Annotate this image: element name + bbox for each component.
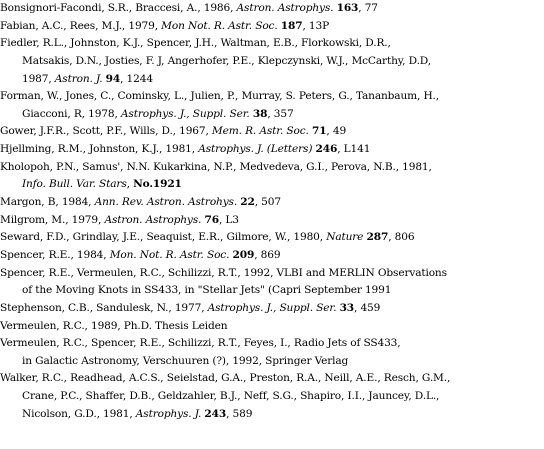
citation-text: in Galactic Astronomy, Verschuuren (?), 1992, Springer Verlag — [22, 354, 349, 367]
reference-continuation-line — [0, 176, 544, 194]
volume-number: 209 — [232, 248, 255, 261]
reference-first-line — [0, 159, 544, 177]
reference-first-line — [0, 318, 544, 336]
volume-number: 287 — [366, 231, 389, 244]
journal-name: Astron. J. — [54, 72, 103, 85]
citation-text: Vermeulen, R.C., Spencer, R.E., Schilizzi, R.T., Feyes, I., Radio Jets of SS433, — [0, 337, 401, 350]
citation-text: Vermeulen, R.C., 1989, Ph.D. Thesis Leiden — [0, 319, 228, 332]
journal-name: Mon Not. R. Astr. Soc. — [161, 19, 278, 32]
reference-entry — [0, 141, 544, 159]
reference-entry — [0, 123, 544, 141]
reference-first-line — [0, 265, 544, 283]
reference-entry — [0, 265, 544, 300]
citation-text: , 49 — [326, 125, 347, 138]
volume-number: 33 — [339, 301, 355, 314]
citation-text: , 589 — [226, 407, 253, 420]
volume-number: 71 — [311, 125, 327, 138]
volume-number: 187 — [280, 19, 303, 32]
citation-text: , 869 — [254, 248, 281, 261]
citation-text: of the Moving Knots in SS433, in "Stellar Jets" (Capri September 1991 — [22, 284, 392, 297]
citation-text: , 806 — [388, 231, 415, 244]
reference-first-line — [0, 370, 544, 388]
citation-text: , — [126, 178, 134, 191]
reference-first-line — [0, 88, 544, 106]
citation-text: Nicolson, G.D., 1981, — [22, 407, 136, 420]
volume-number: 38 — [252, 107, 268, 120]
reference-first-line — [0, 141, 544, 159]
citation-text: Margon, B, 1984, — [0, 196, 95, 209]
reference-continuation-line — [0, 106, 544, 124]
volume-number: 246 — [315, 143, 338, 156]
reference-entry — [0, 212, 544, 230]
journal-name: Astrophys. J. (Letters) — [198, 143, 313, 156]
reference-first-line — [0, 300, 544, 318]
journal-name: Astrophys. J., Suppl. Ser. — [207, 301, 337, 314]
reference-first-line — [0, 18, 544, 36]
citation-text: , L141 — [337, 143, 371, 156]
citation-text: Seward, F.D., Grindlay, J.E., Seaquist, E.R., Gilmore, W., 1980, — [0, 231, 327, 244]
reference-first-line — [0, 335, 544, 353]
citation-text: Matsakis, D.N., Josties, F. J, Angerhofer, P.E., Klepczynski, W.J., McCarthy, D.D, — [22, 54, 431, 67]
reference-entry — [0, 318, 544, 336]
reference-continuation-line — [0, 71, 544, 89]
reference-entry — [0, 35, 544, 88]
reference-entry — [0, 0, 544, 18]
reference-entry — [0, 300, 544, 318]
citation-text: Milgrom, M., 1979, — [0, 213, 105, 226]
citation-text: , 77 — [358, 2, 378, 14]
citation-text: Spencer, R.E., Vermeulen, R.C., Schilizzi, R.T., 1992, VLBI and MERLIN Observations — [0, 266, 447, 279]
volume-number: 163 — [336, 2, 359, 14]
reference-entry — [0, 194, 544, 212]
citation-text: , 357 — [267, 107, 294, 120]
citation-text: , 1244 — [120, 72, 153, 85]
citation-text: , 459 — [354, 301, 381, 314]
citation-text: Giacconi, R, 1978, — [22, 107, 121, 120]
reference-continuation-line — [0, 282, 544, 300]
citation-text: Crane, P.C., Shaffer, D.B., Geldzahler, B.J., Neff, S.G., Shapiro, I.I., Jauncey, D.L., — [22, 390, 440, 403]
citation-text: Fabian, A.C., Rees, M.J., 1979, — [0, 19, 162, 32]
reference-entry — [0, 335, 544, 370]
volume-number: 243 — [204, 407, 227, 420]
journal-name: Nature — [326, 231, 364, 244]
reference-first-line — [0, 212, 544, 230]
citation-text: Gower, J.F.R., Scott, P.F., Wills, D., 1967, — [0, 125, 212, 138]
reference-entry — [0, 159, 544, 194]
journal-name: Astrophys. J. — [135, 407, 202, 420]
journal-name: Astron. Astrophys. — [104, 213, 202, 226]
journal-name: Mem. R. Astr. Soc. — [211, 125, 309, 138]
citation-text: , 507 — [254, 196, 281, 209]
reference-continuation-line — [0, 53, 544, 71]
citation-text: Fiedler, R.L., Johnston, K.J., Spencer, J.H., Waltman, E.B., Florkowski, D.R., — [0, 37, 391, 50]
citation-text: , 13P — [302, 19, 330, 32]
reference-first-line — [0, 194, 544, 212]
citation-text: Spencer, R.E., 1984, — [0, 248, 110, 261]
reference-first-line — [0, 0, 544, 18]
reference-continuation-line — [0, 388, 544, 406]
volume-number: No.1921 — [133, 178, 182, 191]
reference-first-line — [0, 229, 544, 247]
citation-text: Bonsignori-Facondi, S.R., Braccesi, A., 1986, — [0, 2, 237, 14]
journal-name: Info. Bull. Var. Stars — [22, 178, 127, 191]
citation-text: 1987, — [22, 72, 55, 85]
reference-entry — [0, 18, 544, 36]
citation-text: Forman, W., Jones, C., Cominsky, L., Julien, P., Murray, S. Peters, G., Tananbaum, H., — [0, 90, 439, 103]
reference-continuation-line — [0, 406, 544, 424]
reference-continuation-line — [0, 353, 544, 371]
reference-first-line — [0, 123, 544, 141]
citation-text: Kholopoh, P.N., Samus', N.N. Kukarkina, N.P., Medvedeva, G.I., Perova, N.B., 1981, — [0, 160, 432, 173]
reference-entry — [0, 88, 544, 123]
citation-text: Stephenson, C.B., Sandulesk, N., 1977, — [0, 301, 208, 314]
volume-number: 22 — [240, 196, 255, 209]
journal-name: Mon. Not. R. Astr. Soc. — [109, 248, 230, 261]
citation-text: Walker, R.C., Readhead, A.C.S., Seielstad, G.A., Preston, R.A., Neill, A.E., Resch, G.M., — [0, 372, 451, 385]
reference-entry — [0, 247, 544, 265]
reference-first-line — [0, 35, 544, 53]
volume-number: 76 — [204, 213, 219, 226]
citation-text: , L3 — [218, 213, 239, 226]
reference-entry — [0, 370, 544, 423]
journal-name: Astron. Astrophys. — [236, 2, 334, 14]
journal-name: Astrophys. J., Suppl. Ser. — [120, 107, 250, 120]
citation-text: Hjellming, R.M., Johnston, K.J., 1981, — [0, 143, 199, 156]
reference-first-line — [0, 247, 544, 265]
reference-entry — [0, 229, 544, 247]
journal-name: Ann. Rev. Astron. Astrohys. — [94, 196, 238, 209]
volume-number: 94 — [105, 72, 121, 85]
